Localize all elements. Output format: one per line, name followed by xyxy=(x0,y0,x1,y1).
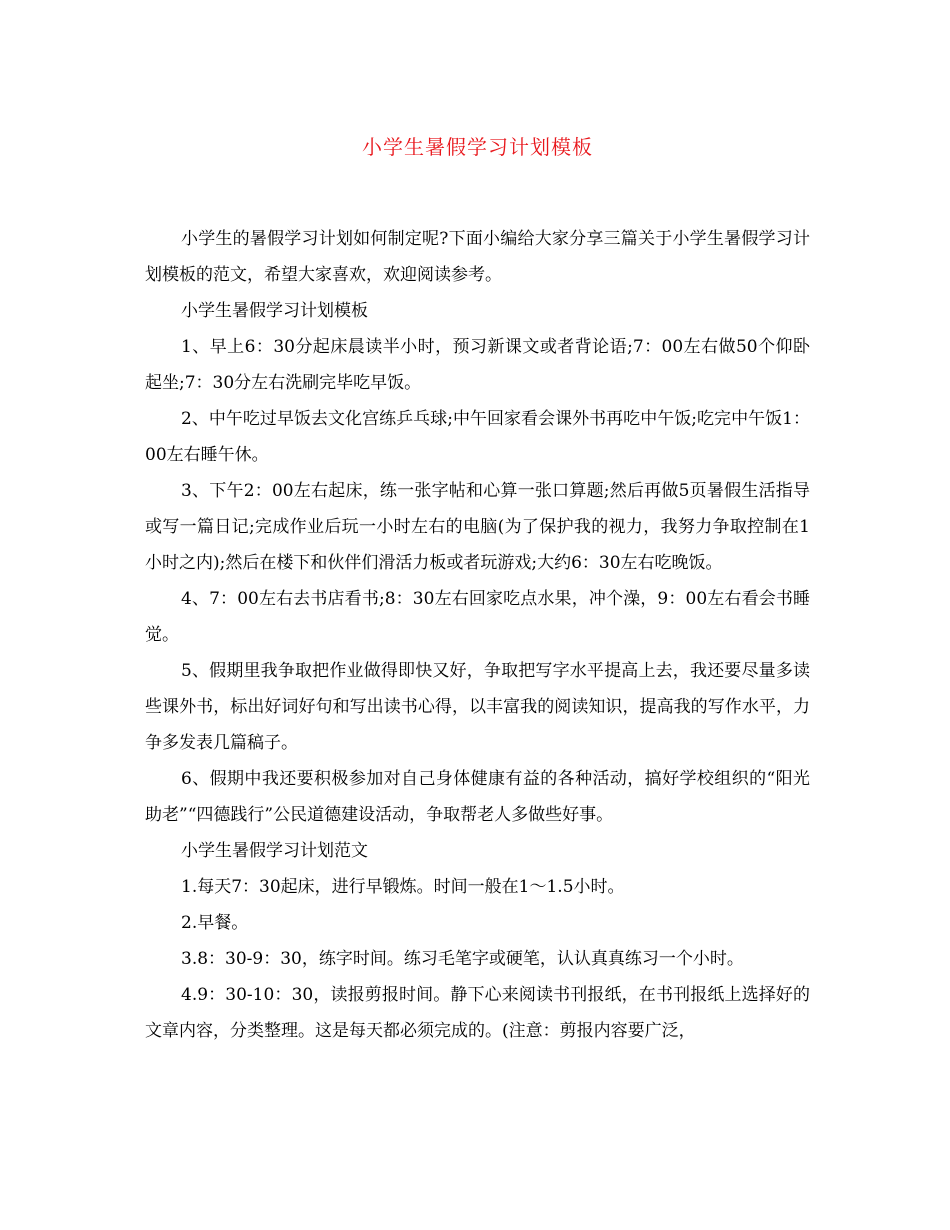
paragraph-intro: 小学生的暑假学习计划如何制定呢?下面小编给大家分享三篇关于小学生暑假学习计划模板的范文，希望大家喜欢，欢迎阅读参考。 xyxy=(145,229,810,285)
document-body xyxy=(145,221,810,1049)
paragraph-sample-4: 4.9：30-10：30，读报剪报时间。静下心来阅读书刊报纸，在书刊报纸上选择好的文章内容，分类整理。这是每天都必须完成的。(注意：剪报内容要广泛， xyxy=(145,985,810,1041)
paragraph-sample-1: 1.每天7：30起床，进行早锻炼。时间一般在1～1.5小时。 xyxy=(181,877,625,897)
paragraph-item-6: 6、假期中我还要积极参加对自己身体健康有益的各种活动，搞好学校组织的“阳光助老”“四德践行”公民道德建设活动，争取帮老人多做些好事。 xyxy=(145,769,810,825)
paragraph-sample-3: 3.8：30-9：30，练字时间。练习毛笔字或硬笔，认认真真练习一个小时。 xyxy=(181,949,744,969)
paragraph-item-2: 2、中午吃过早饭去文化宫练乒乓球;中午回家看会课外书再吃中午饭;吃完中午饭1：00左右睡午休。 xyxy=(145,409,810,465)
paragraph-item-1: 1、早上6：30分起床晨读半小时，预习新课文或者背论语;7：00左右做50个仰卧起坐;7：30分左右洗刷完毕吃早饭。 xyxy=(145,337,810,393)
paragraph-item-3: 3、下午2：00左右起床，练一张字帖和心算一张口算题;然后再做5页暑假生活指导或写一篇日记;完成作业后玩一小时左右的电脑(为了保护我的视力，我努力争取控制在1小时之内);然后在楼下和伙伴们滑活力板或者玩游戏;大约6：30左右吃晚饭。 xyxy=(145,481,810,573)
paragraph-sample-2: 2.早餐。 xyxy=(181,913,249,933)
paragraph-item-5: 5、假期里我争取把作业做得即快又好，争取把写字水平提高上去，我还要尽量多读些课外书，标出好词好句和写出读书心得，以丰富我的阅读知识，提高我的写作水平，力争多发表几篇稿子。 xyxy=(145,661,810,753)
section-heading-template: 小学生暑假学习计划模板 xyxy=(181,301,368,321)
section-heading-sample: 小学生暑假学习计划范文 xyxy=(181,841,368,861)
paragraph-item-4: 4、7：00左右去书店看书;8：30左右回家吃点水果，冲个澡，9：00左右看会书睡觉。 xyxy=(145,589,810,645)
document-title: 小学生暑假学习计划模板 xyxy=(362,135,593,159)
